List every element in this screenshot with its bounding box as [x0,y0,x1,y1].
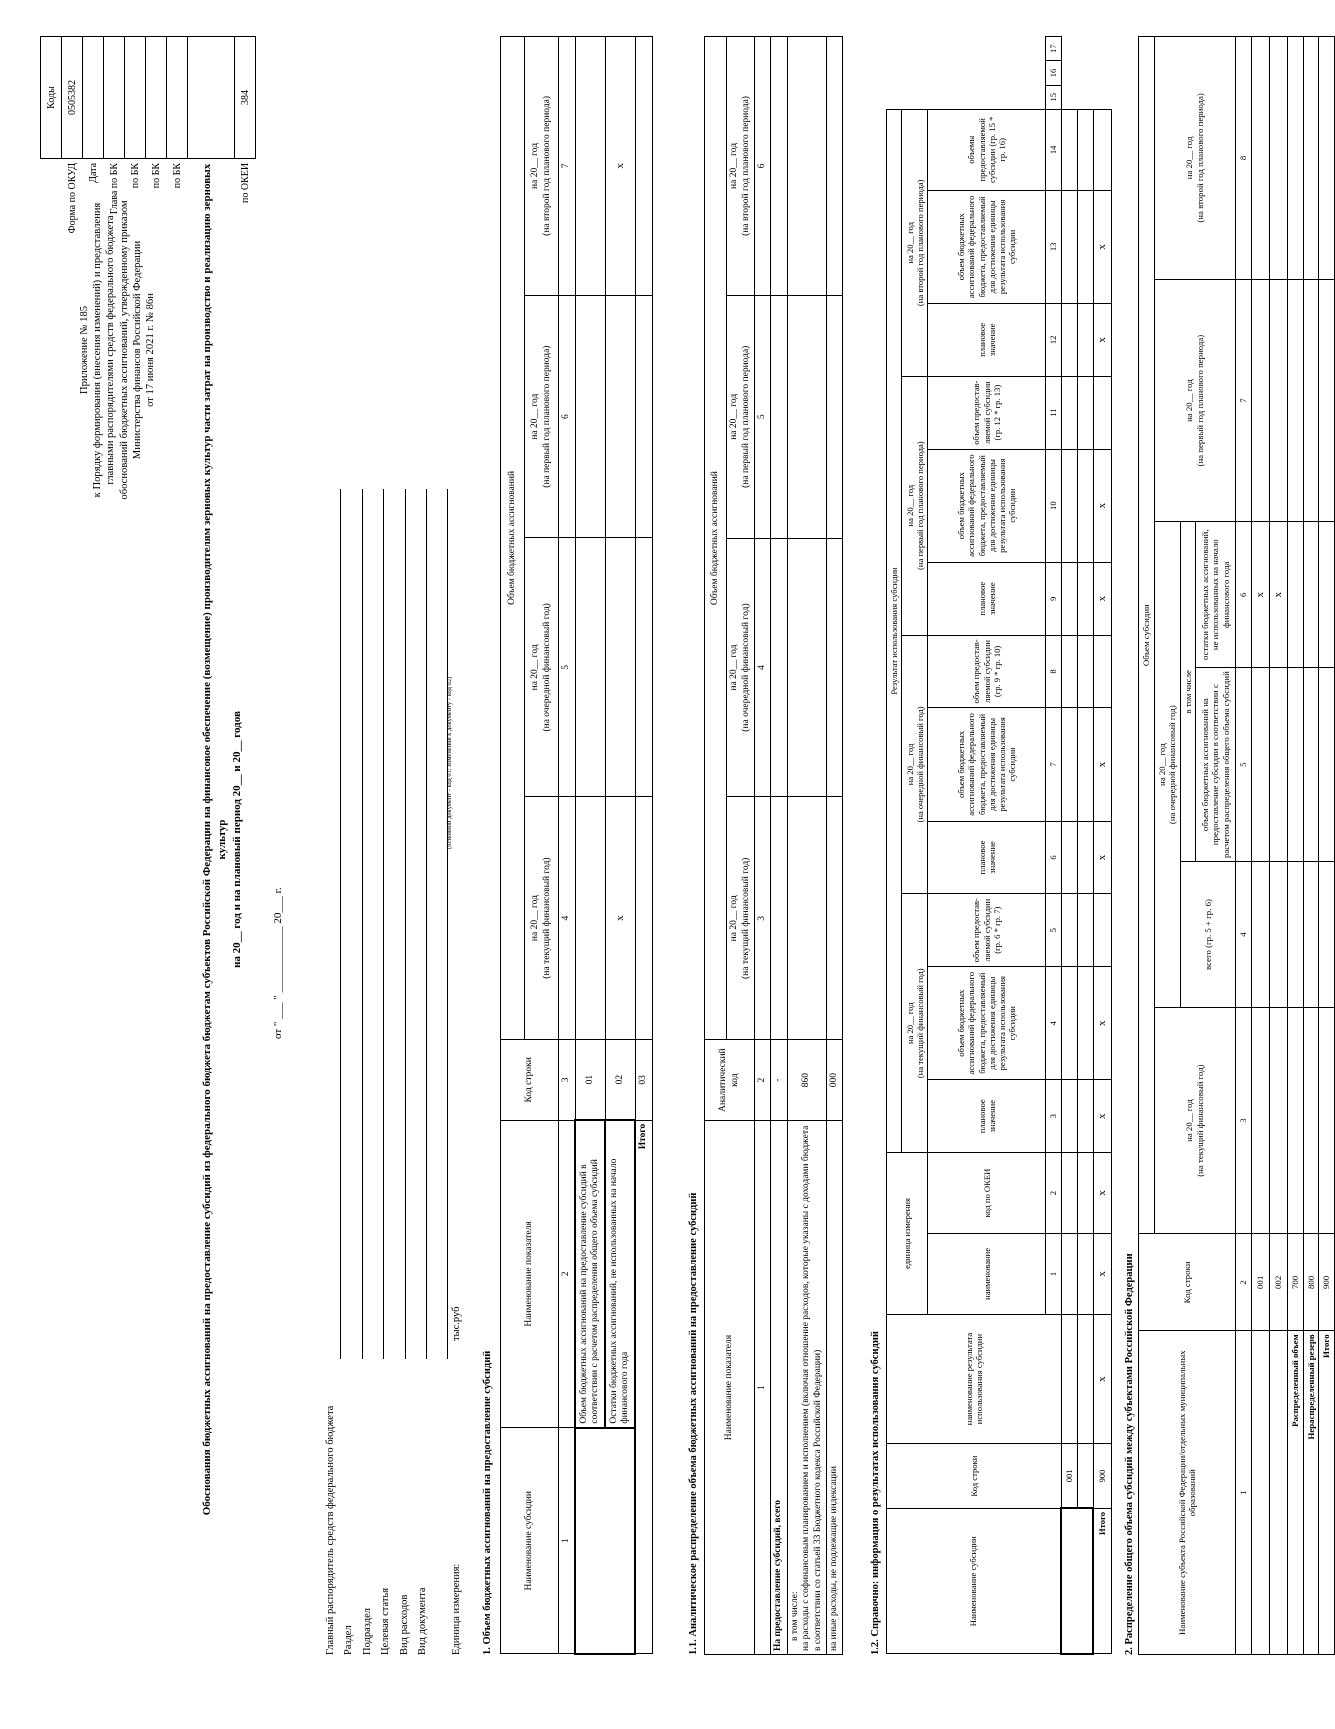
col-number: 5 [755,295,771,538]
x-mark: x [1093,449,1111,562]
row-label: На предоставление субсидий, всего [771,1121,787,1655]
value-cell[interactable] [1093,376,1111,449]
value-cell[interactable] [1077,635,1093,708]
value-cell[interactable] [575,797,605,1040]
header-label: Вид документа [416,1587,428,1655]
value-cell[interactable] [1288,522,1304,668]
value-cell[interactable] [1077,109,1093,190]
col-number: 2 [755,1040,771,1121]
value-cell[interactable] [1061,562,1077,635]
col-header: на 20__ год (на первый год планового периода) [1154,279,1236,522]
code-value [125,37,146,159]
col-header: на 20__ год (на первый год планового периода) [525,295,559,538]
col-header: Код строки [501,1039,559,1120]
value-cell[interactable] [1319,37,1335,280]
unit-label: Единица измерения: [451,1563,463,1655]
col-number: 14 [1046,109,1061,190]
value-cell[interactable] [1269,37,1287,280]
region-cell[interactable] [1269,1331,1287,1655]
col-header: объемы предоставляемой субсидии (гр. 15 * гр. 16) [928,109,1046,190]
value-cell[interactable] [1077,562,1093,635]
appendix-line: Приложение № 185 [79,305,90,395]
x-mark: x [1269,522,1287,668]
value-cell[interactable] [1061,708,1077,821]
codes-header: Коды [41,37,62,159]
row-code: 900 [1319,1234,1335,1331]
col-number: 5 [1046,894,1061,967]
in-that-label: в том числе: [789,1591,800,1641]
col-header: единица измерения [887,1153,928,1315]
row-label: Остатки бюджетных ассигнований, не использованных на начало финансового года [605,1120,635,1427]
col-number: 6 [755,37,771,296]
col-header: Наименование показателя [501,1120,559,1427]
col-number: 1 [1046,1233,1061,1314]
col-header: Объем субсидии [1139,37,1155,1234]
distributed-label: Распределенный объем [1288,1331,1304,1655]
col-number: 10 [1046,449,1061,562]
appendix-line: главными распорядителями средств федерального бюджета [105,215,117,485]
col-number: 11 [1046,376,1061,449]
x-mark: x [1093,1233,1111,1314]
value-cell[interactable] [1077,1233,1093,1314]
appendix-line: обоснований бюджетных ассигнований, утвержденному приказом [118,200,130,500]
code-label: Форма по ОКУД [66,162,78,234]
value-cell[interactable] [1077,1080,1093,1153]
value-cell[interactable] [1288,37,1304,280]
value-cell[interactable] [1303,279,1319,522]
x-mark: x [1251,522,1269,668]
code-value [146,37,167,159]
col-header: плановое значение [928,821,1046,894]
value-cell[interactable] [1251,279,1269,522]
value-cell[interactable] [1077,894,1093,967]
col-header: на 20__ год (на второй год планового периода) [525,37,559,296]
value-cell[interactable] [1061,376,1077,449]
col-header: на 20__ год (на очередной финансовый год) [1154,522,1180,1007]
value-cell[interactable] [575,295,605,538]
value-cell[interactable] [1303,522,1319,668]
row-code: 000 [826,1040,842,1121]
col-number: 4 [559,797,576,1040]
col-number: 6 [559,295,576,538]
value-cell[interactable] [787,295,826,538]
appendix-line: к Порядку формирования (внесения изменений) и представления [92,202,104,498]
col-header: на 20__ год (на очередной финансовый год) [727,538,755,797]
col-header: Наименование субсидии [887,1508,1062,1654]
col-number: 2 [1236,1234,1252,1331]
col-header: Аналитический код [705,1040,755,1121]
value-cell[interactable] [575,538,605,797]
col-header: Наименование показателя [705,1121,755,1655]
header-fill-lines [320,489,448,1359]
total-label: Итого [1319,1331,1335,1655]
value-cell[interactable] [1061,109,1077,190]
value-cell[interactable] [771,797,787,1040]
value-cell[interactable] [1077,967,1093,1080]
value-cell[interactable] [826,295,842,538]
value-cell[interactable] [1093,109,1111,190]
x-mark: x [1093,562,1111,635]
value-cell[interactable] [1319,668,1335,862]
value-cell[interactable] [1077,821,1093,894]
x-mark: x [1093,1080,1111,1153]
value-cell[interactable] [605,295,635,538]
row-code: 002 [1269,1234,1287,1331]
value-cell[interactable] [1319,862,1335,1008]
col-header: Результат использования субсидии [887,109,902,1152]
section-11-table [704,36,843,1655]
col-header: объем предостав-ляемой субсидии (гр. 6 * гр. 7) [928,894,1046,967]
col-number: 5 [1236,668,1252,862]
value-cell[interactable] [787,538,826,797]
row-code: - [771,1040,787,1121]
value-cell[interactable] [1269,1007,1287,1234]
value-cell[interactable] [635,797,652,1040]
code-label: по ОКЕИ [239,162,251,204]
value-cell[interactable] [1077,1314,1093,1443]
total-label: Итого [1093,1508,1111,1654]
value-cell[interactable] [771,37,787,296]
header-label: Главный распорядитель средств федерального бюджета [325,1405,336,1655]
col-header: Код строки [1139,1234,1236,1331]
x-mark: x [1093,190,1111,303]
col-header: объем предостав-ляемой субсидии (гр. 9 * гр. 10) [928,635,1046,708]
col-number: 8 [1236,37,1252,280]
value-cell[interactable] [771,538,787,797]
code-label: по БК [171,162,183,189]
code-value [83,37,104,159]
col-header: объем бюджетных ассигнований федерального бюджета, предоставляемый для достижения единицы результата использования субсидии [928,190,1046,303]
value-cell[interactable] [1303,668,1319,862]
value-cell[interactable] [1061,635,1077,708]
x-mark: x [1093,708,1111,821]
value-cell[interactable] [1319,522,1335,668]
row-label: на иные расходы, не подлежащие индексации [826,1121,842,1655]
code-value [167,37,188,159]
col-number: 16 [1046,61,1061,85]
fill-line[interactable] [384,489,405,1359]
col-number: 15 [1046,85,1061,109]
row-code: 03 [635,1039,652,1120]
section-2-title: 2. Распределение общего объема субсидий между субъектами Российской Федерации [1124,1253,1135,1655]
value-cell[interactable] [1061,894,1077,967]
header-label: Раздел [343,1625,355,1655]
col-header: на 20__ год (на второй год планового периода) [1154,37,1236,280]
section-1-table [500,36,653,1655]
col-number: 7 [559,37,576,296]
value-cell[interactable] [1061,190,1077,303]
value-cell[interactable] [1303,1007,1319,1234]
value-cell[interactable] [1077,1153,1093,1234]
value-cell[interactable] [1269,862,1287,1008]
col-header: плановое значение [928,303,1046,376]
value-cell[interactable] [771,295,787,538]
x-mark: x [1093,1314,1111,1443]
header-label: Вид расходов [398,1594,410,1655]
undistributed-label: Нераспределенный резерв [1303,1331,1319,1655]
col-number: 3 [755,797,771,1040]
value-cell[interactable] [1061,1233,1077,1314]
document-type-hint: (основной документ - код 01; изменения к документу - код 02) [446,676,453,849]
col-header: объем предостав-ляемой субсидии (гр. 12 * гр. 13) [928,376,1046,449]
col-number: 1 [755,1121,771,1655]
col-header: на 20__ год (на очередной финансовый год) [525,538,559,797]
section-11-title: 1.1. Аналитическое распределение объема бюджетных ассигнований на предоставление субсидий [688,1192,699,1655]
code-label: по БК [129,162,141,189]
col-number: 13 [1046,190,1061,303]
col-number: 5 [559,538,576,797]
code-value: 384 [235,37,256,159]
col-header: на 20__ год (на текущий финансовый год) [902,894,928,1153]
code-label: по БК [150,162,162,189]
title-line: Обоснования бюджетных ассигнований на предоставление субсидий из федерального бюджета бюджетам субъектов Российской Федерации на финансовое обеспечение (возмещение) производителям зерновых культур части затрат на производство и реализацию зерновых культур [201,163,228,1516]
code-label: Глава по БК [108,162,120,215]
fill-line[interactable] [363,489,384,1359]
fill-line[interactable] [427,489,448,1359]
col-number: 17 [1046,37,1061,61]
col-number: 1 [559,1428,576,1654]
value-cell[interactable] [1077,708,1093,821]
value-cell[interactable] [1319,1007,1335,1234]
section-12-title: 1.2. Справочно: информация о результатах использования субсидий [870,1331,881,1655]
appendix-line: от 17 июня 2021 г. № 86н [145,293,157,407]
col-number: 6 [1046,821,1061,894]
col-header: на 20__ год (на текущий финансовый год) [1154,1007,1236,1234]
col-header: плановое значение [928,1080,1046,1153]
subsidy-name-cell[interactable] [575,1428,635,1654]
value-cell[interactable] [1093,635,1111,708]
code-value: 0505382 [62,37,83,159]
col-header: наименование [928,1233,1046,1314]
x-mark: x [605,797,635,1040]
value-cell[interactable] [1251,862,1269,1008]
col-header: всего (гр. 5 + гр. 6) [1180,862,1236,1008]
code-label: Дата [87,162,99,183]
value-cell[interactable] [1303,862,1319,1008]
value-cell[interactable] [1077,449,1093,562]
codes-box [40,36,256,316]
row-code: 800 [1303,1234,1319,1331]
value-cell[interactable] [1061,1314,1077,1443]
value-cell[interactable] [1288,1007,1304,1234]
header-label: Целевая статья [380,1587,392,1655]
col-number: 6 [1236,522,1252,668]
col-header: на 20__ год (на второй год планового периода) [902,109,928,376]
row-code: 001 [1061,1444,1077,1509]
col-header: код по ОКЕИ [928,1153,1046,1234]
unit-value: тыс.руб [451,1306,463,1342]
x-mark: x [1093,967,1111,1080]
row-label: Объем бюджетных ассигнований на предоставление субсидий в соответствии с расчетом распределения общего объема субсидий [575,1120,605,1427]
value-cell[interactable] [1251,37,1269,280]
col-header: плановое значение [928,562,1046,635]
col-header: на 20__ год (на очередной финансовый год) [902,635,928,894]
col-header: объем бюджетных ассигнований федерального бюджета, предоставляемый для достижения единицы результата использования субсидии [928,708,1046,821]
col-header: Наименование субсидии [501,1428,559,1654]
col-number: 9 [1046,562,1061,635]
row-code: 900 [1093,1444,1111,1509]
value-cell[interactable] [826,37,842,296]
row-code: 860 [787,1040,826,1121]
col-header: на 20__ год (на текущий финансовый год) [727,797,755,1040]
col-header: Наименование субъекта Российской Федерации/отдельных муниципальных образований [1139,1331,1236,1655]
row-code: 02 [605,1039,635,1120]
value-cell[interactable] [575,37,605,296]
value-cell[interactable] [1061,449,1077,562]
value-cell[interactable] [787,37,826,296]
value-cell[interactable] [1061,1153,1077,1234]
header-label: Подраздел [361,1608,373,1655]
col-number: 4 [755,538,771,797]
col-number: 8 [1046,635,1061,708]
row-code: 700 [1288,1234,1304,1331]
col-number: 7 [1236,279,1252,522]
value-cell[interactable] [1288,668,1304,862]
section-1-title: 1. Объем бюджетных ассигнований на предоставление субсидий [482,1350,493,1655]
code-value [188,37,235,159]
col-header: на 20__ год (на первый год планового периода) [727,295,755,538]
col-header: остатки бюджетных ассигнований, не использованных на начало финансового года [1196,522,1236,668]
col-number: 1 [1236,1331,1252,1655]
row-label-text: на расходы с софинансовым планированием и исполнением (включая отношение расходов, которые указаны с доходами бюджета в соответствии со статьей 33 Бюджетного кодекса Российской Федерации) [801,1125,823,1651]
fill-line[interactable] [320,489,341,1359]
col-number: 4 [1046,967,1061,1080]
value-cell[interactable] [1061,821,1077,894]
row-code [1077,1444,1093,1509]
value-cell[interactable] [1061,967,1077,1080]
value-cell[interactable] [787,797,826,1040]
row-code: 01 [575,1039,605,1120]
col-number: 2 [1046,1153,1061,1234]
value-cell[interactable] [1077,303,1093,376]
value-cell[interactable] [1251,668,1269,862]
subsidy-name-cell[interactable] [1061,1508,1093,1654]
section-2-table [1138,36,1335,1655]
value-cell[interactable] [1303,37,1319,280]
total-label: Итого [635,1120,652,1654]
value-cell[interactable] [1319,279,1335,522]
document-date: от " ___ " ____________ 20___ г. [272,887,284,1039]
value-cell[interactable] [605,538,635,797]
col-number: 3 [1236,1007,1252,1234]
x-mark: x [1093,303,1111,376]
col-header: Объем бюджетных ассигнований [501,37,525,1040]
value-cell[interactable] [1061,303,1077,376]
code-label [188,158,235,316]
col-header: на 20__ год (на текущий финансовый год) [525,797,559,1040]
value-cell[interactable] [635,295,652,538]
unit-row [448,1307,466,1655]
col-header: наименование результата использования субсидии [887,1314,1062,1443]
value-cell[interactable] [1269,668,1287,862]
appendix-line: Министерства финансов Российской Федерации [131,240,143,460]
fill-line[interactable] [406,489,427,1359]
value-cell[interactable] [1288,862,1304,1008]
col-number: 7 [1046,708,1061,821]
col-number: 12 [1046,303,1061,376]
section-12-table [886,36,1112,1655]
value-cell[interactable] [1077,376,1093,449]
value-cell[interactable] [1077,190,1093,303]
value-cell[interactable] [1288,279,1304,522]
col-header: на 20__ год (на первый год планового периода) [902,376,928,635]
col-header: объем бюджетных ассигнований федерального бюджета, предоставляемый для достижения единицы результата использования субсидии [928,967,1046,1080]
col-number: 3 [559,1039,576,1120]
value-cell[interactable] [1061,1080,1077,1153]
value-cell[interactable] [635,538,652,797]
row-code: 001 [1251,1234,1269,1331]
col-header: в том числе [1180,522,1196,862]
col-header: Код строки [887,1444,1062,1509]
col-header: на 20__ год (на второй год планового периода) [727,37,755,296]
col-number: 4 [1236,862,1252,1008]
value-cell[interactable] [826,797,842,1040]
row-label [787,1121,826,1655]
value-cell[interactable] [1251,1007,1269,1234]
col-header: объем бюджетных ассигнований на предоставление субсидии в соответствии с расчетом распределения общего объема субсидий [1196,668,1236,862]
fill-line[interactable] [341,489,362,1359]
value-cell[interactable] [826,538,842,797]
col-header: Объем бюджетных ассигнований [705,37,727,1040]
value-cell[interactable] [635,37,652,296]
x-mark: x [1093,1153,1111,1234]
value-cell[interactable] [1093,894,1111,967]
region-cell[interactable] [1251,1331,1269,1655]
col-header: объем бюджетных ассигнований федерального бюджета, предоставляемый для достижения единицы результата использования субсидии [928,449,1046,562]
x-mark: x [1093,821,1111,894]
col-number: 3 [1046,1080,1061,1153]
col-number: 2 [559,1120,576,1427]
code-value [104,37,125,159]
value-cell[interactable] [1269,279,1287,522]
title-period: на 20__ год и на плановый период 20__ и 20__ годов [230,711,243,968]
x-mark: x [605,37,635,296]
